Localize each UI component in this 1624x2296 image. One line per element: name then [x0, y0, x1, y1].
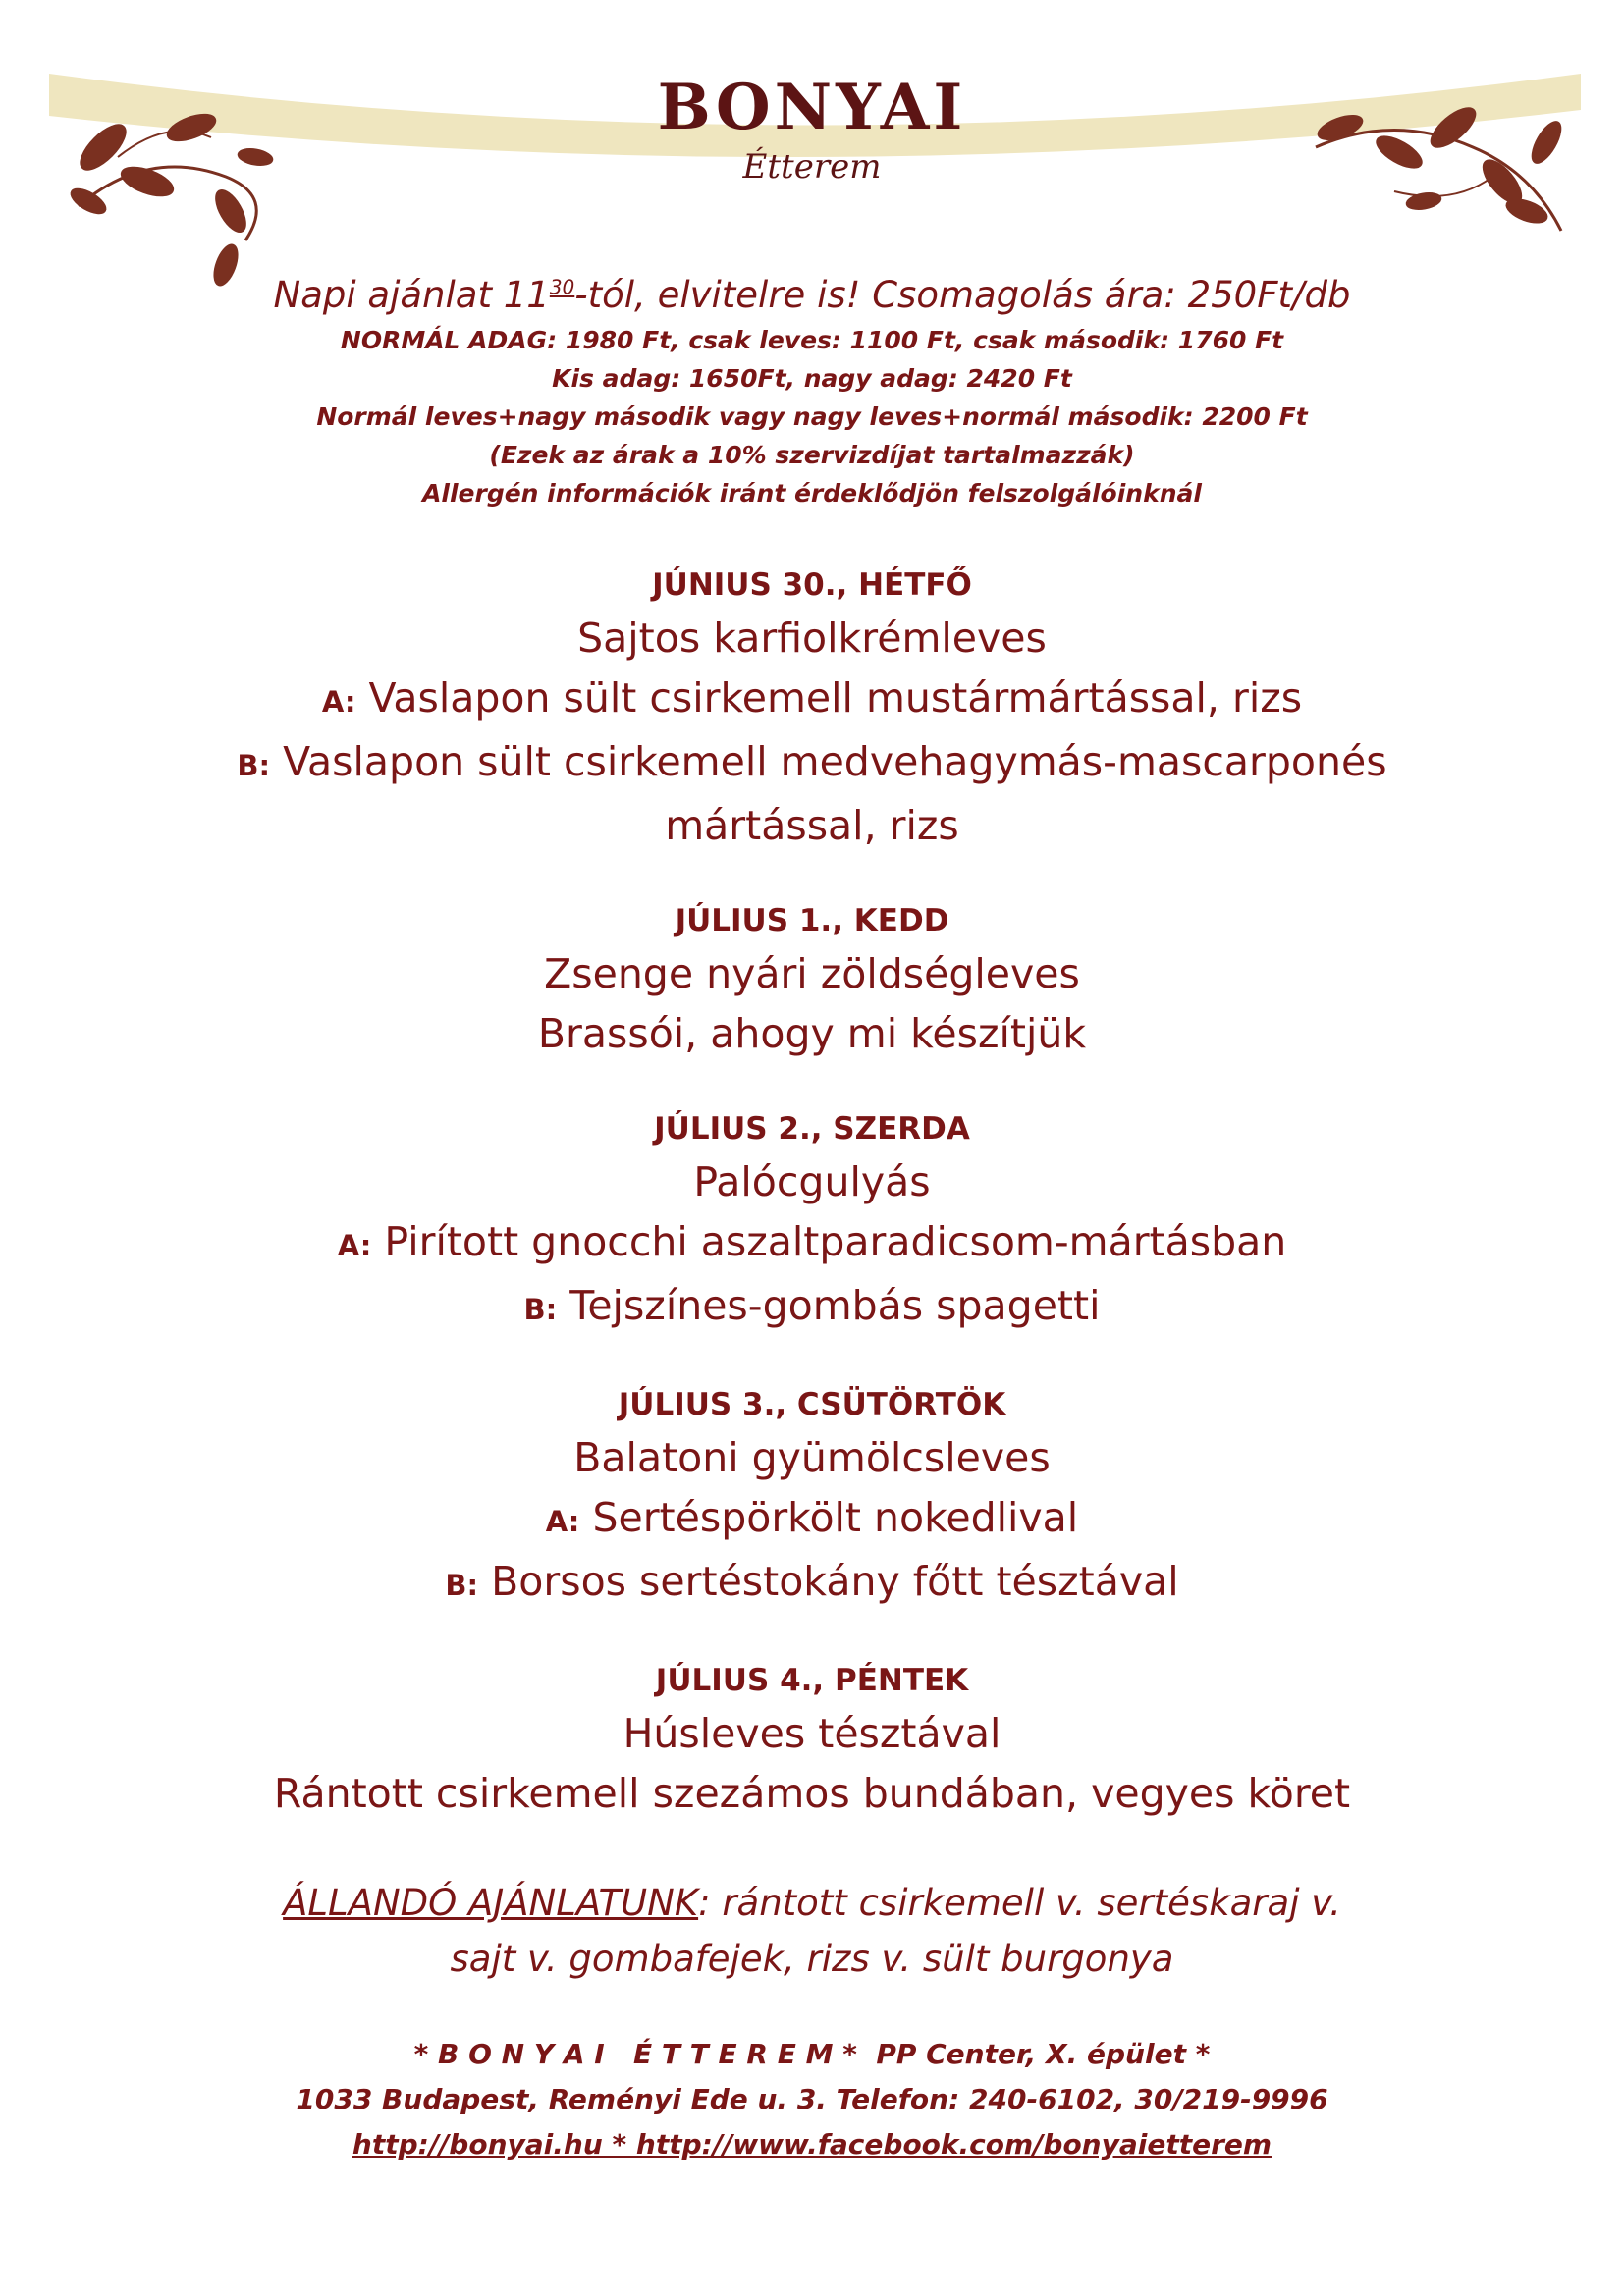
day-friday	[0, 1657, 1624, 1824]
permanent-offer	[0, 1875, 1624, 1987]
main-dish-b	[0, 1276, 1624, 1340]
main-dish-b	[0, 1552, 1624, 1616]
soup: Húsleves tésztával	[623, 1710, 1001, 1757]
option-tag: A:	[321, 685, 356, 719]
main-dish-b-continued: mártással, rizs	[665, 802, 959, 849]
permanent-offer-line-2: sajt v. gombafejek, rizs v. sült burgonya	[450, 1938, 1174, 1980]
price-normal: NORMÁL ADAG: 1980 Ft, csak leves: 1100 Ft, csak második: 1760 Ft	[340, 326, 1284, 354]
permanent-offer-label: ÁLLANDÓ AJÁNLATUNK	[283, 1882, 699, 1924]
dish-text: Borsos sertéstokány főtt tésztával	[491, 1558, 1179, 1605]
main-dish: Rántott csirkemell szezámos bundában, vegyes köret	[273, 1770, 1351, 1817]
restaurant-logo-subtitle: Étterem	[742, 147, 882, 187]
footer	[0, 2032, 1624, 2167]
intro-text-start: Napi ajánlat 11	[273, 274, 550, 316]
main-dish: Brassói, ahogy mi készítjük	[537, 1010, 1087, 1057]
day-title: JÚLIUS 1., KEDD	[675, 903, 949, 938]
soup: Balatoni gyümölcsleves	[573, 1434, 1051, 1481]
day-monday	[0, 561, 1624, 856]
day-title: JÚLIUS 2., SZERDA	[654, 1111, 970, 1147]
price-combo: Normál leves+nagy második vagy nagy leves+normál második: 2200 Ft	[316, 402, 1308, 431]
intro-text-end: -tól, elvitelre is! Csomagolás ára: 250Ft/db	[574, 274, 1351, 316]
soup: Palócgulyás	[693, 1158, 931, 1205]
intro-time-superscript: 30	[549, 275, 575, 299]
option-tag: A:	[337, 1229, 372, 1262]
footer-restaurant-line: * B O N Y A I É T T E R E M * PP Center, X. épület *	[413, 2038, 1211, 2070]
offer-info	[0, 270, 1624, 512]
option-tag: B:	[445, 1569, 479, 1602]
main-dish-a	[0, 1488, 1624, 1552]
day-thursday	[0, 1381, 1624, 1616]
price-sizes: Kis adag: 1650Ft, nagy adag: 2420 Ft	[552, 364, 1072, 393]
day-title: JÚNIUS 30., HÉTFŐ	[652, 567, 972, 603]
option-tag: B:	[523, 1293, 558, 1326]
day-title: JÚLIUS 3., CSÜTÖRTÖK	[618, 1387, 1006, 1422]
dish-text: Vaslapon sült csirkemell mustármártással, rizs	[368, 674, 1303, 721]
dish-text: Vaslapon sült csirkemell medvehagymás-mascarponés	[283, 738, 1387, 785]
daily-offer-intro	[0, 270, 1624, 321]
dish-text: Tejszínes-gombás spagetti	[569, 1282, 1101, 1329]
main-dish-b	[0, 732, 1624, 796]
permanent-offer-line-1	[0, 1875, 1624, 1931]
header	[0, 0, 1624, 294]
option-tag: A:	[545, 1505, 580, 1538]
allergen-note: Allergén információk iránt érdeklődjön felszolgálóinknál	[422, 479, 1202, 507]
soup: Sajtos karfiolkrémleves	[577, 614, 1047, 662]
day-tuesday	[0, 897, 1624, 1064]
weekly-menu	[0, 561, 1624, 1865]
footer-address-line: 1033 Budapest, Reményi Ede u. 3. Telefon: 240-6102, 30/219-9996	[296, 2083, 1328, 2115]
day-title: JÚLIUS 4., PÉNTEK	[655, 1663, 969, 1698]
main-dish-a	[0, 668, 1624, 732]
dish-text: Sertéspörkölt nokedlival	[592, 1494, 1079, 1541]
dish-text: Pirított gnocchi aszaltparadicsom-mártásban	[384, 1218, 1287, 1265]
soup: Zsenge nyári zöldségleves	[544, 950, 1080, 997]
service-fee-note: (Ezek az árak a 10% szervizdíjat tartalmazzák)	[489, 441, 1135, 469]
restaurant-logo-name: BONYAI	[657, 71, 967, 144]
main-dish-a	[0, 1212, 1624, 1276]
day-wednesday	[0, 1105, 1624, 1340]
option-tag: B:	[237, 749, 271, 782]
footer-links[interactable]: http://bonyai.hu * http://www.facebook.com/bonyaietterem	[352, 2128, 1272, 2161]
permanent-offer-text-1: : rántott csirkemell v. sertéskaraj v.	[698, 1882, 1341, 1924]
